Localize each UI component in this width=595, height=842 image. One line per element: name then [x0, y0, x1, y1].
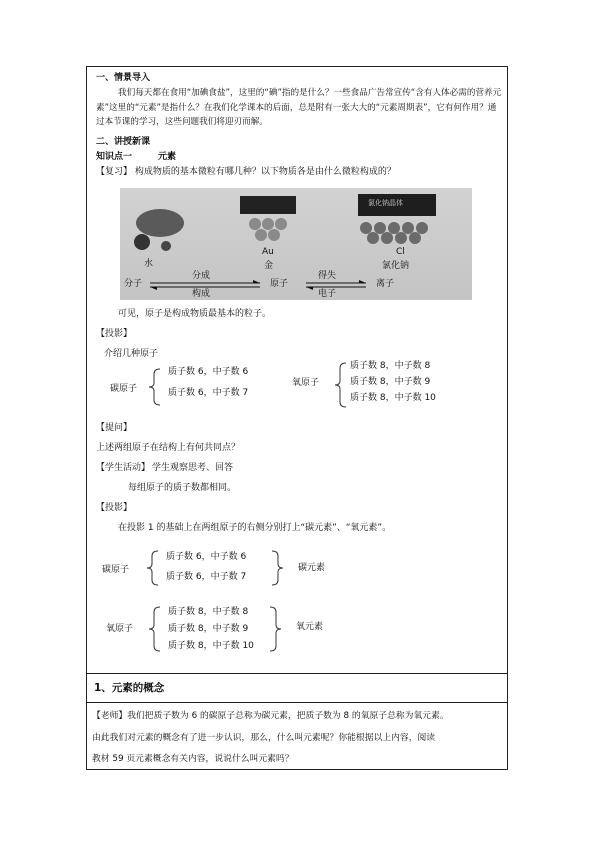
gold-block-shape: [240, 196, 296, 214]
section1-paragraph: 我们每天都在食用“加碘食盐”，这里的“碘”指的是什么？一些食品广告常宣传“含有人体必需的营养元素”这里的“元素”是指什么？在我们化学课本的后面，总是附有一张大大的“元素周期表”，它有何作用？通过本节课的学习，这些问题我们将迎刃而解。: [96, 88, 502, 127]
carbon-row: 质子数 6，中子数 7: [166, 572, 247, 582]
figure-label-electron: 电子: [318, 289, 337, 299]
oxygen-row: 质子数 8，中子数 8: [168, 607, 249, 617]
water-molecule-shape: [134, 234, 150, 250]
carbon-element-label: 碳元素: [298, 563, 326, 573]
water-molecule-shape: [161, 241, 171, 251]
figure-label-split: 分成: [192, 271, 211, 281]
figure-label-water: 水: [144, 259, 154, 269]
section2-heading: 二、讲授新课: [96, 137, 151, 147]
right-brace-icon: [268, 606, 282, 652]
right-brace-icon: [270, 550, 284, 586]
student-answer: 每组原子的质子数都相同。: [128, 483, 237, 493]
water-molecule-shape: [136, 209, 184, 237]
carbon-atom-label: 碳原子: [102, 565, 130, 575]
oxygen-row: 质子数 8，中子数 9: [350, 377, 431, 387]
projection2-tag: 【投影】: [96, 503, 133, 513]
projection1-intro: 介绍几种原子: [104, 349, 159, 359]
conclusion-text: 可见，原子是构成物质最基本的粒子。: [118, 309, 272, 319]
figure-label-molecule: 分子: [124, 279, 143, 289]
nacl-ions-shape: [360, 222, 428, 244]
carbon-atom-label: 碳原子: [110, 384, 138, 394]
student-activity-tag: 【学生活动】: [96, 463, 151, 473]
left-brace-icon: [148, 606, 162, 652]
oxygen-row: 质子数 8，中子数 10: [350, 393, 436, 403]
figure-label-compose: 构成: [192, 289, 211, 299]
figure-label-cl: Cl: [396, 247, 405, 257]
table-divider: [86, 673, 508, 674]
oxygen-element-label: 氧元素: [296, 622, 324, 632]
oxygen-row: 质子数 8，中子数 9: [168, 624, 249, 634]
projection2-text: 在投影 1 的基础上在两组原子的右侧分别打上“碳元素”、“氧元素”。: [118, 523, 392, 533]
section1-heading: 一、情景导入: [96, 73, 151, 83]
oxygen-row: 质子数 8，中子数 10: [168, 641, 254, 651]
oxygen-atom-label: 氧原子: [292, 378, 320, 388]
concept-heading: 1、元素的概念: [94, 682, 165, 694]
question-tag: 【提问】: [96, 423, 133, 433]
figure-label-gold: 金: [264, 261, 274, 271]
concept-line: 教材 59 页元素概念有关内容，说说什么叫元素吗？: [92, 754, 294, 764]
particle-figure-photo: [120, 188, 472, 300]
concept-line: 由此我们对元素的概念有了进一步认识，那么，什么叫元素呢？你能根据以上内容，阅读: [92, 733, 436, 743]
question-text: 上述两组原子在结构上有何共同点？: [96, 443, 241, 453]
figure-label-gain-loss: 得失: [318, 271, 337, 281]
oxygen-row: 质子数 8，中子数 8: [350, 361, 431, 371]
oxygen-atom-label: 氧原子: [106, 624, 134, 634]
student-activity-text: 学生观察思考、回答: [152, 463, 234, 473]
review-text: 【复习】 构成物质的基本微粒有哪几种？以下物质各是由什么微粒构成的？: [96, 167, 396, 177]
carbon-row: 质子数 6，中子数 6: [168, 367, 249, 377]
table-divider: [86, 702, 508, 703]
particle-figure-drawing: [120, 188, 472, 300]
figure-label-crystal: 氯化钠晶体: [368, 199, 403, 207]
concept-line: 【老师】我们把质子数为 6 的碳原子总称为碳元素，把质子数为 8 的氧原子总称为氧元素。: [92, 711, 449, 721]
figure-label-ion: 离子: [376, 279, 395, 289]
left-brace-icon: [146, 550, 160, 586]
gold-atoms-shape: [249, 218, 287, 241]
carbon-row: 质子数 6，中子数 7: [168, 388, 249, 398]
figure-label-atom: 原子: [270, 279, 289, 289]
left-brace-icon: [334, 362, 348, 408]
figure-label-nacl: 氯化钠: [382, 261, 410, 271]
knowledge-point-label: 知识点一: [96, 152, 133, 162]
knowledge-point-title: 元素: [158, 152, 177, 162]
left-brace-icon: [148, 368, 162, 406]
projection1-tag: 【投影】: [96, 329, 133, 339]
carbon-row: 质子数 6，中子数 6: [166, 552, 247, 562]
figure-label-au: Au: [262, 247, 274, 257]
